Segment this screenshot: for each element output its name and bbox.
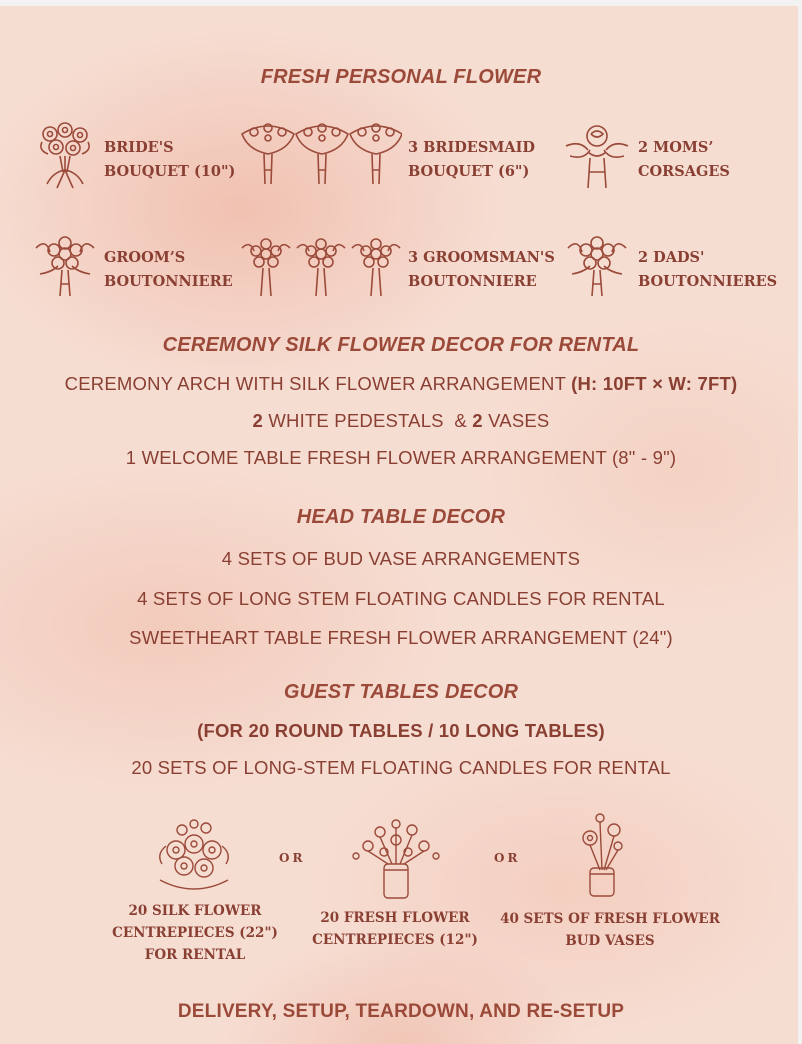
delivery-setup-line: DELIVERY, SETUP, TEARDOWN, AND RE-SETUP xyxy=(177,1001,625,1022)
welcome-table-line: 1 WELCOME TABLE FRESH FLOWER ARRANGEMENT (8" - 9") xyxy=(125,447,677,468)
top-edge xyxy=(0,0,802,6)
fresh-centrepiece-icon xyxy=(350,812,442,902)
head-table-line-3: SWEETHEART TABLE FRESH FLOWER ARRANGEMENT (24") xyxy=(129,627,673,648)
section-title-guest-tables: GUEST TABLES DECOR xyxy=(283,681,519,703)
head-table-line-1: 4 SETS OF BUD VASE ARRANGEMENTS xyxy=(221,548,581,569)
dads-boutonnieres-label: 2 DADS' BOUTONNIERES xyxy=(638,249,778,290)
head-table-line-2: 4 SETS OF LONG STEM FLOATING CANDLES FOR RENTAL xyxy=(137,588,665,609)
boutonniere-icon xyxy=(32,232,98,302)
section-title-personal: FRESH PERSONAL FLOWER xyxy=(260,66,542,88)
bridesmaid-bouquets-icon xyxy=(240,120,402,190)
bridal-bouquet-icon xyxy=(36,120,94,192)
fresh-centrepiece-caption: 20 FRESH FLOWER CENTREPIECES (12") xyxy=(312,910,478,948)
dads-boutonniere-icon xyxy=(564,232,630,302)
section-title-head-table: HEAD TABLE DECOR xyxy=(296,506,506,528)
corsage-icon xyxy=(562,122,632,192)
guest-candles-line: 20 SETS OF LONG-STEM FLOATING CANDLES FOR RENTAL xyxy=(131,757,671,778)
moms-corsages-label: 2 MOMS’ CORSAGES xyxy=(638,139,730,180)
guest-tables-count-line: (FOR 20 ROUND TABLES / 10 LONG TABLES) xyxy=(197,720,605,741)
bud-vase-caption: 40 SETS OF FRESH FLOWER BUD VASES xyxy=(500,911,720,949)
ceremony-arch-line: CEREMONY ARCH WITH SILK FLOWER ARRANGEMENT (H: 10FT × W: 7FT) xyxy=(64,373,738,394)
or-divider-2: OR xyxy=(494,851,521,865)
groomsman-boutonnieres-icon xyxy=(238,232,404,302)
groomsman-boutonniere-label: 3 GROOMSMAN'S BOUTONNIERE xyxy=(408,249,555,290)
silk-centrepiece-caption: 20 SILK FLOWER CENTREPIECES (22") FOR RENTAL xyxy=(112,903,278,963)
pedestals-vases-line: 2 WHITE PEDESTALS & 2 VASES xyxy=(252,410,550,431)
brides-bouquet-label: BRIDE'S BOUQUET (10") xyxy=(104,139,236,180)
grooms-boutonniere-label: GROOM’S BOUTONNIERE xyxy=(104,249,233,290)
or-divider-1: OR xyxy=(279,851,306,865)
bridesmaid-bouquet-label: 3 BRIDESMAID BOUQUET (6") xyxy=(408,139,535,180)
silk-centrepiece-icon xyxy=(152,814,236,894)
bud-vase-icon xyxy=(574,810,630,900)
section-title-ceremony: CEREMONY SILK FLOWER DECOR FOR RENTAL xyxy=(162,334,640,356)
